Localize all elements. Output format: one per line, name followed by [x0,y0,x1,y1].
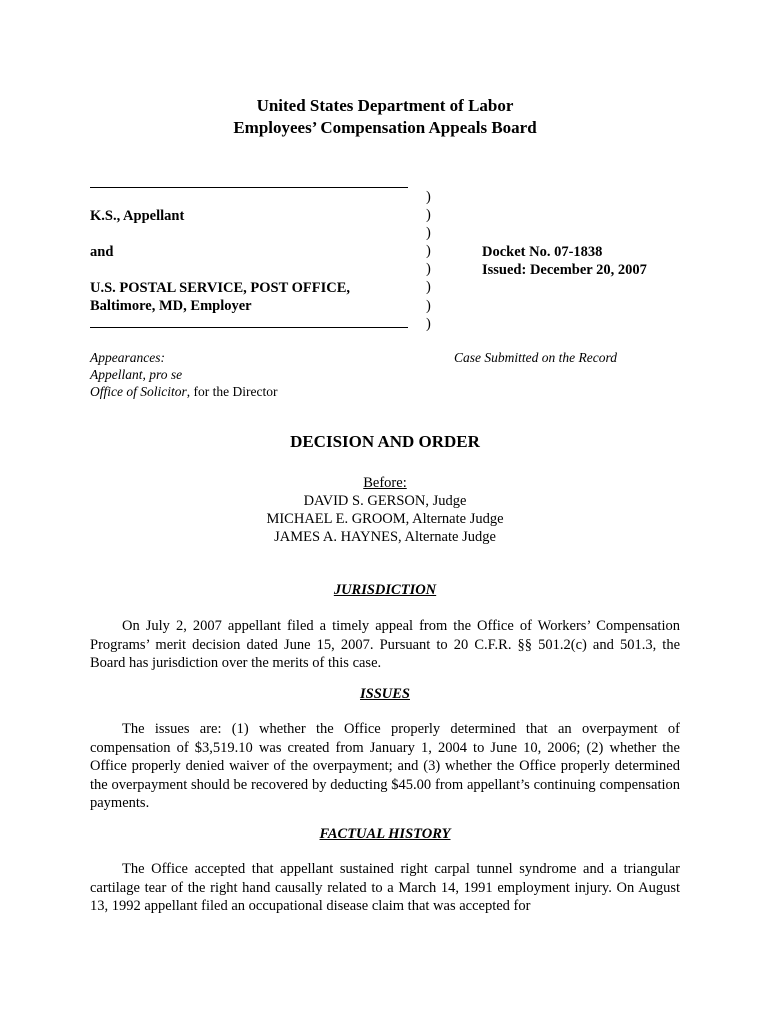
decision-title: DECISION AND ORDER [290,432,480,451]
solicitor-appearance [90,383,277,400]
caption-paren: ) [426,315,431,332]
solicitor-role: , for the Director [186,384,278,399]
judge-3: JAMES A. HAYNES, Alternate Judge [274,529,496,545]
solicitor-office: Office of Solicitor [90,384,187,399]
jurisdiction-heading: JURISDICTION [333,582,437,598]
caption-paren: ) [426,225,431,242]
agency-title: United States Department of Labor [256,96,514,115]
before-label: Before: [363,475,407,491]
appearances-label: Appearances: [90,350,165,365]
caption-paren: ) [426,207,431,224]
caption-bottom-rule [90,327,408,328]
factual-history-paragraph: The Office accepted that appellant sustained right carpal tunnel syndrome and a triangular cartilage tear of the right hand causally related to a March 14, 1991 employment injury. On August 13, 1992 appellant filed an occupational disease claim that was accepted for [90,861,680,914]
judge-1: DAVID S. GERSON, Judge [303,493,467,509]
caption-paren: ) [426,279,431,296]
docket-number: Docket No. 07-1838 [482,244,603,260]
submission-note: Case Submitted on the Record [454,350,617,365]
appellant-name: K.S., Appellant [90,208,185,224]
factual-history-heading: FACTUAL HISTORY [319,826,451,842]
caption-paren: ) [426,261,431,278]
appellant-appearance: Appellant, pro se [90,367,183,382]
jurisdiction-paragraph: On July 2, 2007 appellant filed a timely appeal from the Office of Workers’ Compensation Programs’ merit decision dated June 15, 2007. Pursuant to 20 C.F.R. §§ 501.2(c) and 501.3, the Board has jurisdiction over the merits of this case. [90,618,680,671]
issues-heading: ISSUES [360,686,410,702]
caption-and: and [90,244,114,260]
board-title: Employees’ Compensation Appeals Board [233,118,537,137]
caption-paren: ) [426,243,431,260]
employer-line-2: Baltimore, MD, Employer [90,298,252,314]
employer-line-1: U.S. POSTAL SERVICE, POST OFFICE, [90,280,351,296]
caption-paren: ) [426,297,431,314]
judge-2: MICHAEL E. GROOM, Alternate Judge [266,511,504,527]
issued-date: Issued: December 20, 2007 [482,262,647,278]
caption-top-rule [90,187,408,188]
issues-paragraph: The issues are: (1) whether the Office properly determined that an overpayment of compensation of $3,519.10 was created from January 1, 2004 to June 10, 2006; (2) whether the Office properly denied waiver of the overpayment; and (3) whether the Office properly determined the overpayment should be recovered by deducting $45.00 from appellant’s continuing compensation payments. [90,721,680,811]
caption-parenthesis-column [426,188,438,333]
caption-paren: ) [426,189,431,205]
